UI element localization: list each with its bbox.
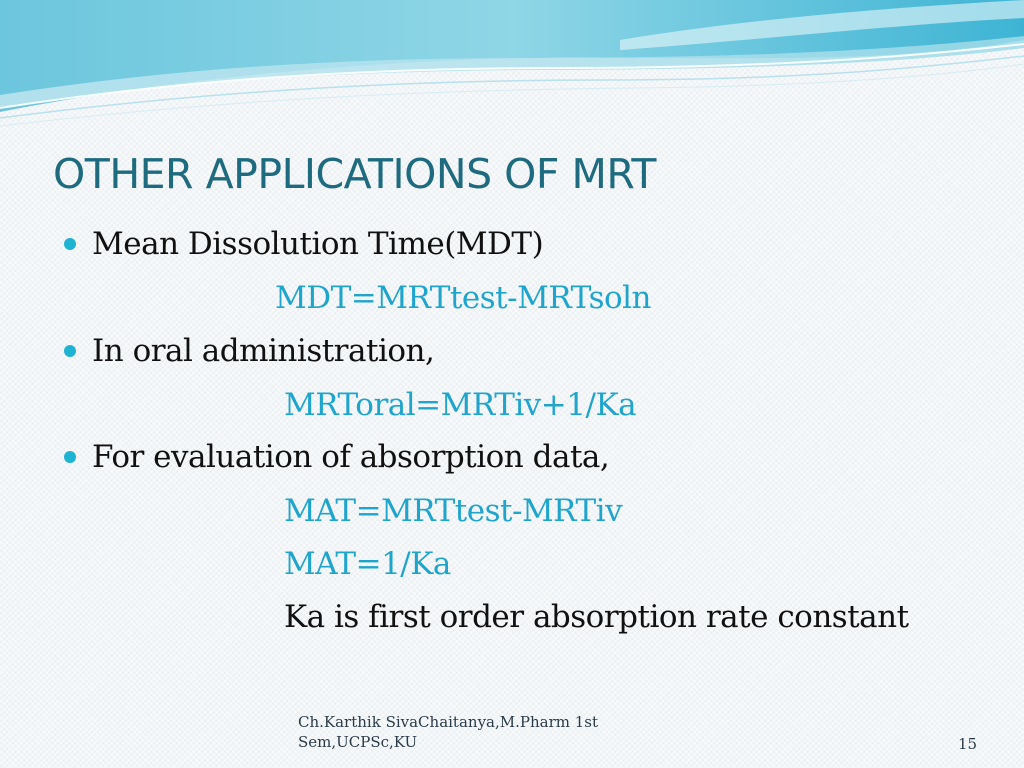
bullet-absorption-evaluation: For evaluation of absorption data,	[92, 439, 610, 475]
bullet-mean-dissolution-time: Mean Dissolution Time(MDT)	[92, 226, 544, 262]
footer-author: Ch.Karthik SivaChaitanya,M.Pharm 1st Sem,UCPSc,KU	[298, 713, 599, 751]
formula-mat-reciprocal: MAT=1/Ka	[284, 546, 451, 582]
slide-title: OTHER APPLICATIONS OF MRT	[53, 150, 656, 198]
bullet-marker-icon	[64, 345, 76, 357]
bullet-marker-icon	[64, 451, 76, 463]
formula-mat-difference: MAT=MRTtest-MRTiv	[284, 493, 623, 529]
formula-mdt: MDT=MRTtest-MRTsoln	[275, 280, 652, 316]
bullet-oral-administration: In oral administration,	[92, 333, 435, 369]
header-wave-decoration	[0, 0, 1024, 130]
formula-mrt-oral: MRToral=MRTiv+1/Ka	[284, 387, 637, 423]
slide-number: 15	[958, 735, 978, 753]
ka-definition-note: Ka is first order absorption rate constant	[284, 599, 909, 635]
bullet-marker-icon	[64, 238, 76, 250]
